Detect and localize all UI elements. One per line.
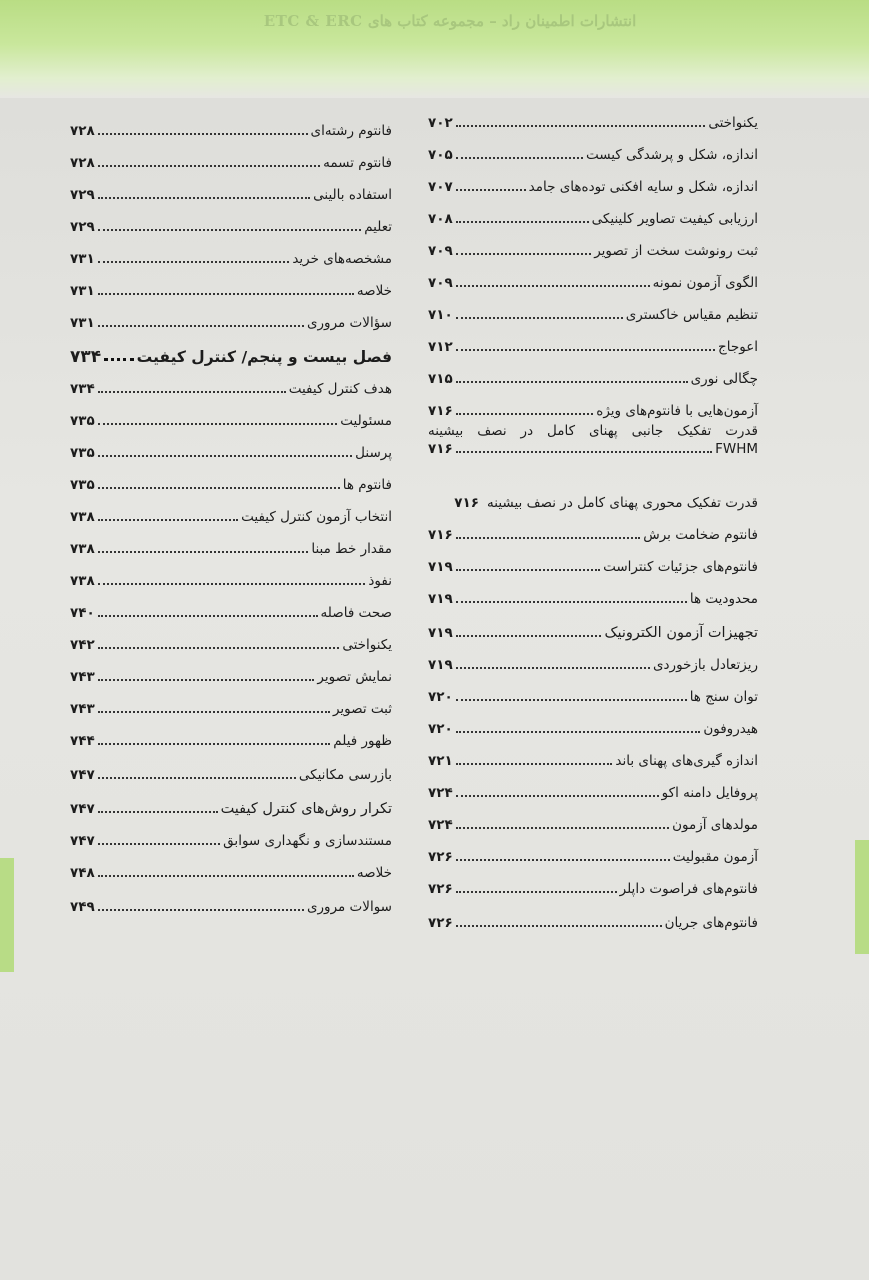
toc-entry-title: اندازه، شکل و پرشدگی کیست <box>585 147 758 163</box>
toc-entry-page: ۷۴۸ <box>70 865 95 881</box>
toc-entry <box>428 228 758 260</box>
toc-entry-title: تجهیزات آزمون الکترونیک <box>604 625 758 641</box>
toc-leader <box>456 125 706 127</box>
left-thumb-tab <box>0 858 14 972</box>
toc-entry-title: محدودیت ها <box>689 591 758 607</box>
toc-leader <box>456 413 594 415</box>
toc-leader <box>98 711 330 713</box>
toc-entry-title: فصل بیست و پنجم/ کنترل کیفیت <box>136 348 392 366</box>
toc-leader <box>98 325 304 327</box>
toc-entry <box>70 786 392 818</box>
toc-entry <box>428 544 758 576</box>
toc-leader <box>98 293 354 295</box>
toc-leader <box>456 537 640 539</box>
toc-entry <box>70 622 392 654</box>
toc-entry-page: ۷۱۶ <box>428 441 453 457</box>
toc-leader <box>98 679 315 681</box>
toc-entry <box>428 576 758 608</box>
toc-entry-title: انتخاب آزمون کنترل کیفیت <box>241 509 392 525</box>
toc-leader <box>98 229 361 231</box>
toc-chapter-heading <box>70 334 392 366</box>
toc-entry <box>70 108 392 140</box>
toc-entry-title: ثبت رونوشت سخت از تصویر <box>594 243 758 259</box>
toc-leader <box>456 731 701 733</box>
toc-entry-page: ۷۲۶ <box>428 849 453 865</box>
toc-entry-title: مستندسازی و نگهداری سوابق <box>223 833 392 849</box>
toc-entry-page: ۷۲۱ <box>428 753 453 769</box>
toc-entry <box>428 164 758 196</box>
toc-entry <box>428 834 758 866</box>
toc-entry-page: ۷۰۸ <box>428 211 453 227</box>
toc-leader <box>98 843 220 845</box>
toc-entry <box>428 292 758 324</box>
toc-entry-page: ۷۳۴ <box>70 347 102 367</box>
toc-leader <box>98 743 331 745</box>
toc-entry <box>428 674 758 706</box>
toc-entry-page: ۷۴۳ <box>70 669 95 685</box>
toc-entry <box>70 818 392 850</box>
right-thumb-tab <box>855 840 869 954</box>
toc-leader <box>98 197 310 199</box>
toc-entry-page: ۷۰۹ <box>428 275 453 291</box>
toc-entry-title: توان سنج ها <box>689 689 758 705</box>
toc-entry <box>428 480 758 512</box>
toc-entry-title: آزمون مقبولیت <box>672 849 758 865</box>
toc-leader <box>456 569 600 571</box>
toc-entry <box>70 300 392 332</box>
toc-entry-title: نفوذ <box>368 573 392 589</box>
toc-entry <box>70 686 392 718</box>
toc-entry-title: سوالات مروری <box>306 899 392 915</box>
toc-entry-page: ۷۳۵ <box>70 477 95 493</box>
toc-entry-page: ۷۲۸ <box>70 123 95 139</box>
toc-entry <box>428 512 758 544</box>
toc-entry <box>70 462 392 494</box>
toc-entry <box>428 642 758 674</box>
toc-entry-title: تعلیم <box>364 219 392 235</box>
toc-entry <box>70 366 392 398</box>
toc-entry-title: نمایش تصویر <box>317 669 392 685</box>
toc-leader <box>98 615 318 617</box>
toc-entry-title: هیدروفون <box>703 721 758 737</box>
toc-entry <box>70 558 392 590</box>
toc-entry-title: قدرت تفکیک محوری پهنای کامل در نصف بیشینه <box>487 495 758 511</box>
toc-entry-page: ۷۲۶ <box>428 915 453 931</box>
toc-entry-title-continued: FWHM <box>715 441 758 457</box>
toc-entry-title: خلاصه <box>356 283 392 299</box>
toc-entry-title: آزمون‌هایی با فانتوم‌های ویژه <box>596 403 758 419</box>
toc-entry-page: ۷۰۲ <box>428 115 453 131</box>
toc-leader <box>456 285 650 287</box>
toc-entry <box>428 802 758 834</box>
toc-entry <box>428 100 758 132</box>
toc-entry-page: ۷۴۹ <box>70 899 95 915</box>
toc-entry-page: ۷۲۶ <box>428 881 453 897</box>
toc-entry-title: فانتوم‌های فراصوت داپلر <box>619 881 758 897</box>
toc-entry-page: ۷۲۴ <box>428 785 453 801</box>
toc-entry-title: پرسنل <box>355 445 392 461</box>
toc-entry <box>70 494 392 526</box>
toc-entry-page: ۷۲۰ <box>428 689 453 705</box>
toc-leader <box>98 909 304 911</box>
toc-entry-page: ۷۱۶ <box>428 403 453 419</box>
toc-entry <box>70 654 392 686</box>
toc-leader <box>456 699 687 701</box>
toc-entry-title: یکنواختی <box>342 637 392 653</box>
toc-entry-title: ظهور فیلم <box>333 733 392 749</box>
page-header-title: انتشارات اطمینان راد – مجموعه کتاب های ETC & ERC <box>263 12 637 30</box>
toc-entry-page: ۷۳۵ <box>70 445 95 461</box>
toc-leader <box>456 381 688 383</box>
toc-entry-page: ۷۴۳ <box>70 701 95 717</box>
header-band <box>0 0 869 98</box>
toc-entry-page: ۷۱۶ <box>428 527 453 543</box>
toc-leader <box>456 667 650 669</box>
toc-leader <box>456 451 712 453</box>
toc-entry-title: فانتوم ها <box>342 477 392 493</box>
toc-leader <box>456 891 617 893</box>
toc-entry-page: ۷۳۱ <box>70 251 95 267</box>
toc-entry-page: ۷۲۹ <box>70 219 95 235</box>
toc-entry-page: ۷۴۲ <box>70 637 95 653</box>
toc-leader <box>98 455 352 457</box>
toc-entry-page: ۷۳۱ <box>70 283 95 299</box>
toc-entry-title: تنظیم مقیاس خاکستری <box>625 307 758 323</box>
toc-leader <box>98 551 309 553</box>
toc-entry <box>70 140 392 172</box>
toc-entry-title: استفاده بالینی <box>313 187 392 203</box>
toc-entry-page: ۷۴۴ <box>70 733 95 749</box>
toc-leader <box>456 763 613 765</box>
toc-entry-page: ۷۱۶ <box>454 495 480 511</box>
toc-entry <box>428 324 758 356</box>
toc-entry <box>70 268 392 300</box>
toc-entry <box>70 398 392 430</box>
toc-entry-title: الگوی آزمون نمونه <box>652 275 758 291</box>
toc-entry-title: فانتوم ضخامت برش <box>643 527 758 543</box>
toc-entry-title: فانتوم رشته‌ای <box>310 123 392 139</box>
toc-entry-title: هدف کنترل کیفیت <box>288 381 392 397</box>
toc-entry <box>428 196 758 228</box>
toc-entry-title: مشخصه‌های خرید <box>292 251 392 267</box>
toc-entry-page: ۷۰۹ <box>428 243 453 259</box>
toc-entry-page: ۷۴۷ <box>70 833 95 849</box>
toc-entry-page: ۷۳۱ <box>70 315 95 331</box>
toc-entry <box>70 752 392 784</box>
toc-entry-title: خلاصه <box>356 865 392 881</box>
toc-entry-title: ریزتعادل بازخوردی <box>652 657 758 673</box>
toc-leader <box>98 165 320 167</box>
toc-leader <box>98 487 340 489</box>
toc-leader <box>98 811 218 813</box>
toc-entry <box>70 236 392 268</box>
toc-leader <box>456 221 589 223</box>
toc-entry-page: ۷۱۹ <box>428 559 453 575</box>
toc-leader <box>98 583 366 585</box>
toc-entry <box>428 132 758 164</box>
toc-entry-title: مولدهای آزمون <box>672 817 758 833</box>
toc-entry <box>428 900 758 932</box>
toc-entry <box>428 610 758 642</box>
toc-leader <box>456 157 583 159</box>
toc-entry-page: ۷۱۵ <box>428 371 453 387</box>
toc-entry-page: ۷۱۲ <box>428 339 453 355</box>
toc-entry-page: ۷۲۴ <box>428 817 453 833</box>
toc-entry <box>70 526 392 558</box>
toc-entry <box>70 850 392 882</box>
toc-entry-title: یکنواختی <box>708 115 758 131</box>
toc-entry-title: اندازه، شکل و سایه افکنی توده‌های جامد <box>528 179 758 195</box>
toc-entry <box>428 260 758 292</box>
toc-leader <box>456 253 591 255</box>
toc-entry-page: ۷۳۵ <box>70 413 95 429</box>
toc-leader <box>98 647 340 649</box>
toc-entry <box>70 590 392 622</box>
toc-entry-page: ۷۴۷ <box>70 801 95 817</box>
toc-leader <box>98 875 354 877</box>
toc-entry <box>428 422 758 472</box>
toc-entry-page: ۷۱۰ <box>428 307 453 323</box>
toc-entry-title: صحت فاصله <box>320 605 392 621</box>
toc-leader <box>456 189 526 191</box>
toc-leader <box>98 261 290 263</box>
toc-leader <box>98 423 338 425</box>
toc-entry-title: بازرسی مکانیکی <box>298 767 392 783</box>
toc-entry-title: ارزیابی کیفیت تصاویر کلینیکی <box>591 211 758 227</box>
toc-entry <box>70 884 392 916</box>
toc-entry-title: اندازه گیری‌های پهنای باند <box>615 753 758 769</box>
toc-leader <box>98 777 296 779</box>
toc-entry <box>428 866 758 898</box>
toc-entry-page: ۷۳۸ <box>70 541 95 557</box>
toc-entry-page: ۷۰۷ <box>428 179 453 195</box>
toc-entry-title: تکرار روش‌های کنترل کیفیت <box>220 801 392 817</box>
toc-entry-title: چگالی نوری <box>690 371 758 387</box>
toc-entry-page: ۷۲۸ <box>70 155 95 171</box>
toc-leader <box>456 859 670 861</box>
toc-entry-page: ۷۱۹ <box>428 657 453 673</box>
toc-entry <box>428 706 758 738</box>
toc-entry-title: مقدار خط مبنا <box>311 541 392 557</box>
toc-leader <box>456 827 669 829</box>
toc-entry-title: سؤالات مروری <box>306 315 392 331</box>
toc-entry-page: ۷۱۹ <box>428 591 453 607</box>
toc-entry-page: ۷۳۸ <box>70 573 95 589</box>
toc-entry <box>70 172 392 204</box>
toc-leader <box>98 133 308 135</box>
toc-leader <box>456 349 715 351</box>
toc-entry <box>428 738 758 770</box>
toc-entry-title: پروفایل دامنه اکو <box>661 785 758 801</box>
toc-leader <box>456 317 623 319</box>
toc-leader <box>456 635 602 637</box>
toc-entry-page: ۷۰۵ <box>428 147 453 163</box>
toc-leader <box>456 795 659 797</box>
toc-entry-title: مسئولیت <box>340 413 392 429</box>
toc-leader <box>456 601 687 603</box>
toc-entry <box>428 356 758 388</box>
toc-entry-title: اعوجاج <box>718 339 758 355</box>
toc-leader <box>98 391 286 393</box>
toc-entry-title: فانتوم تسمه <box>323 155 392 171</box>
toc-entry-page: ۷۲۰ <box>428 721 453 737</box>
toc-entry-title: قدرت تفکیک جانبی پهنای کامل در نصف بیشینه <box>428 423 758 439</box>
toc-leader <box>104 358 134 361</box>
toc-entry-page: ۷۴۷ <box>70 767 95 783</box>
toc-entry <box>428 388 758 420</box>
toc-entry-title: فانتوم‌های جزئیات کنتراست <box>603 559 758 575</box>
toc-entry <box>70 718 392 750</box>
toc-entry-page: ۷۲۹ <box>70 187 95 203</box>
toc-entry <box>70 204 392 236</box>
toc-entry-page: ۷۳۸ <box>70 509 95 525</box>
toc-entry-page: ۷۴۰ <box>70 605 95 621</box>
toc-entry-title: فانتوم‌های جریان <box>664 915 758 931</box>
toc-entry-page: ۷۱۹ <box>428 625 453 641</box>
toc-entry-title: ثبت تصویر <box>332 701 392 717</box>
toc-entry-page: ۷۳۴ <box>70 381 95 397</box>
toc-entry <box>428 770 758 802</box>
toc-leader <box>456 925 662 927</box>
toc-entry <box>70 430 392 462</box>
toc-leader <box>98 519 238 521</box>
